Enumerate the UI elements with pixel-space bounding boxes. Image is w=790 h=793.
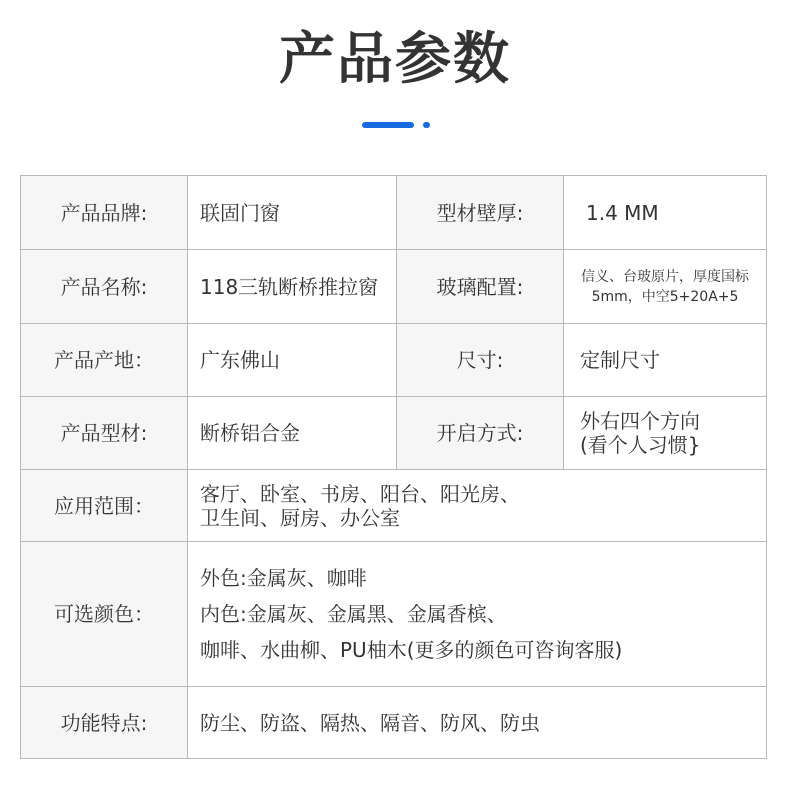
value-glass-config — [564, 250, 766, 323]
label-colors: 可选颜色： — [21, 542, 187, 686]
label-product-name: 产品名称: — [21, 250, 187, 323]
spec-table — [20, 175, 767, 759]
colors-line-1: 外色:金属灰、咖啡 — [200, 566, 367, 590]
colors-line-2: 内色:金属灰、金属黑、金属香槟、 — [200, 602, 507, 626]
value-opening-method — [564, 397, 766, 469]
label-opening-method: 开启方式: — [397, 397, 563, 469]
label-glass-config: 玻璃配置: — [397, 250, 563, 323]
row-divider — [21, 396, 766, 397]
value-brand: 联固门窗 — [188, 176, 396, 249]
value-origin: 广东佛山 — [188, 324, 396, 396]
value-application — [188, 470, 766, 541]
value-wall-thickness: 1.4 MM — [564, 176, 766, 249]
title-underline-dot — [423, 122, 430, 128]
label-wall-thickness: 型材壁厚: — [397, 176, 563, 249]
row-divider — [21, 469, 766, 470]
label-size: 尺寸: — [397, 324, 563, 396]
value-features: 防尘、防盗、隔热、隔音、防风、防虫 — [188, 687, 766, 758]
label-profile: 产品型材: — [21, 397, 187, 469]
value-profile: 断桥铝合金 — [188, 397, 396, 469]
label-brand: 产品品牌: — [21, 176, 187, 249]
value-colors — [188, 542, 766, 686]
row-divider — [21, 323, 766, 324]
value-product-name: 118三轨断桥推拉窗 — [188, 250, 396, 323]
column-divider — [396, 176, 397, 469]
label-features: 功能特点: — [21, 687, 187, 758]
colors-line-3: 咖啡、水曲柳、PU柚木(更多的颜色可咨询客服) — [200, 638, 623, 662]
title-underline-bar — [362, 122, 414, 128]
row-divider — [21, 249, 766, 250]
opening-method-line-2: (看个人习惯} — [580, 433, 701, 457]
application-line-2: 卫生间、厨房、办公室 — [200, 505, 400, 530]
label-origin: 产品产地： — [21, 324, 187, 396]
glass-config-line-1: 信义、台玻原片，厚度国标 — [581, 268, 749, 285]
opening-method-line-1: 外右四个方向 — [580, 409, 700, 433]
label-application: 应用范围： — [21, 470, 187, 541]
value-size: 定制尺寸 — [564, 324, 766, 396]
row-divider — [21, 541, 766, 542]
row-divider — [21, 686, 766, 687]
column-divider — [187, 176, 188, 758]
page-title: 产品参数 — [279, 27, 511, 92]
glass-config-line-2: 5mm，中空5+20A+5 — [591, 288, 739, 305]
application-line-1: 客厅、卧室、书房、阳台、阳光房、 — [200, 481, 520, 506]
column-divider — [563, 176, 564, 469]
